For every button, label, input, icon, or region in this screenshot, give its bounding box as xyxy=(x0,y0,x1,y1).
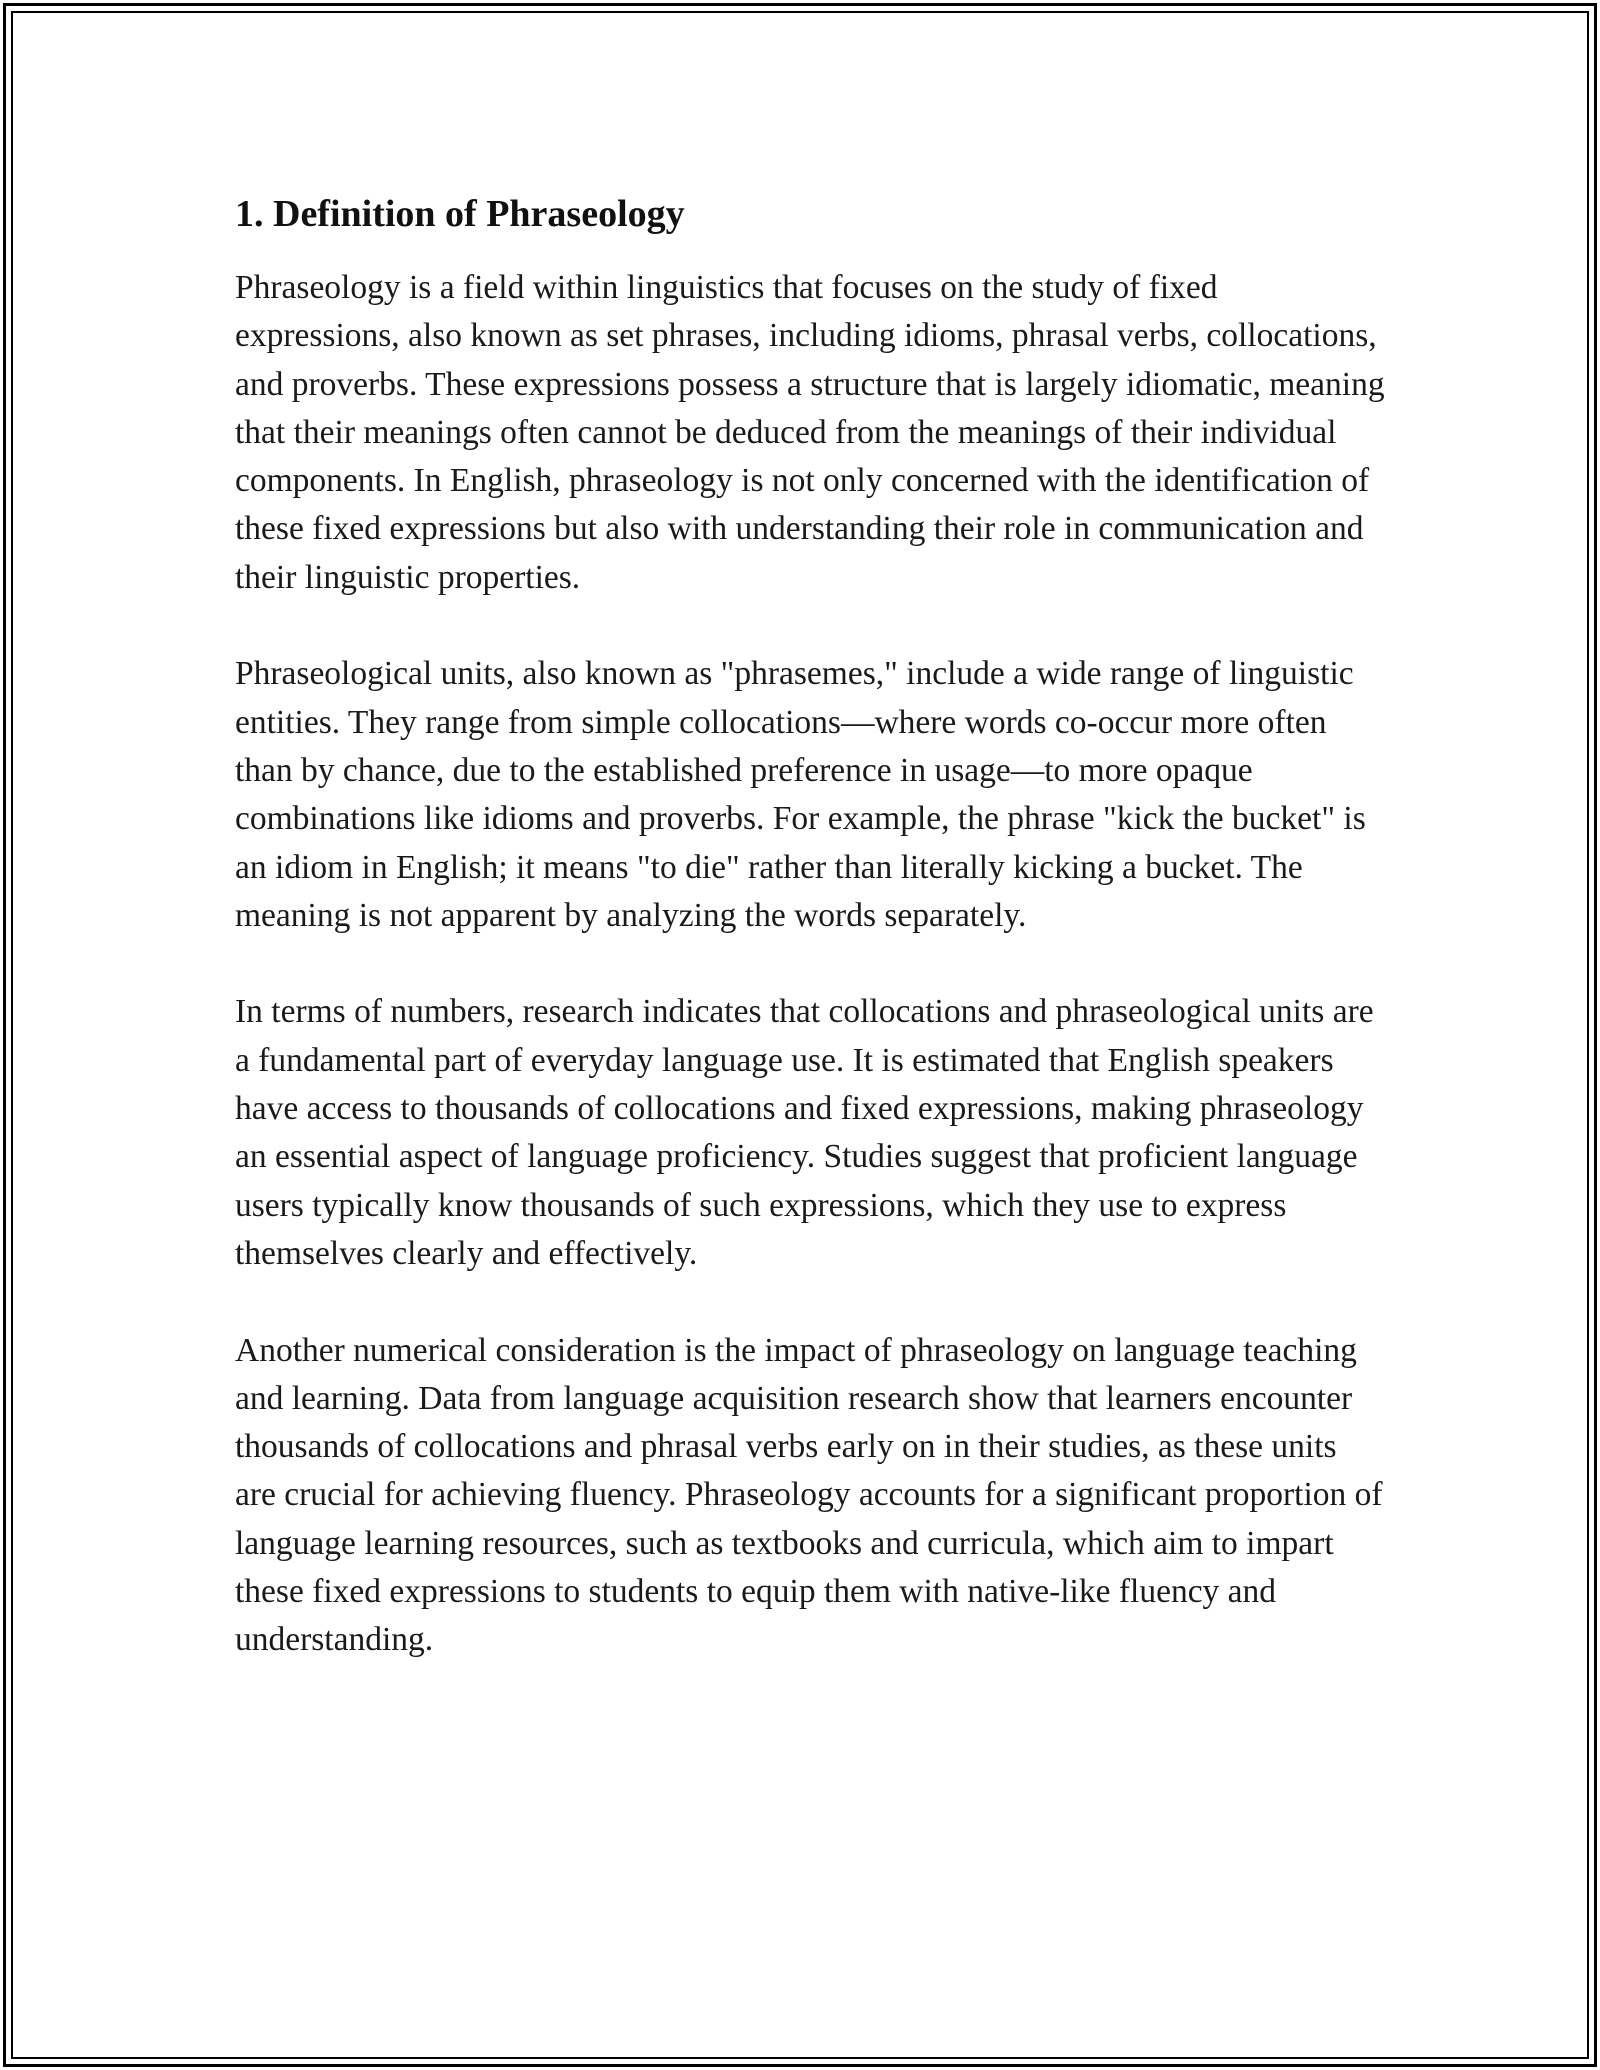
document-body xyxy=(235,188,1385,1713)
paragraph-teaching-learning: Another numerical consideration is the impact of phraseology on language teaching and learning. Data from language acquisition research show that learners encounter thousands of collocations and phrasal verbs early on in their studies, as these units are crucial for achieving fluency. Phraseology accounts for a significant proportion of language learning resources, such as textbooks and curricula, which aim to impart these fixed expressions to students to equip them with native-like fluency and understanding. xyxy=(235,1331,1383,1659)
paragraph-numbers: In terms of numbers, research indicates that collocations and phraseological units are a fundamental part of everyday language use. It is estimated that English speakers have access to thousands of collocations and fixed expressions, making phraseology an essential aspect of language proficiency. Studies suggest that proficient language users typically know thousands of such expressions, which they use to express themselves clearly and effectively. xyxy=(235,993,1374,1272)
section-heading: 1. Definition of Phraseology xyxy=(235,193,685,235)
paragraph-definition: Phraseology is a field within linguistics that focuses on the study of fixed expressions, also known as set phrases, including idioms, phrasal verbs, collocations, and proverbs. These expressions possess a structure that is largely idiomatic, meaning that their meanings often cannot be deduced from the meanings of their individual components. In English, phraseology is not only concerned with the identification of these fixed expressions but also with understanding their role in communication and their linguistic properties. xyxy=(235,269,1385,596)
paragraph-phraseological-units: Phraseological units, also known as "phrasemes," include a wide range of linguistic entities. They range from simple collocations—where words co-occur more often than by chance, due to the established preference in usage—to more opaque combinations like idioms and proverbs. For example, the phrase "kick the bucket" is an idiom in English; it means "to die" rather than literally kicking a bucket. The meaning is not apparent by analyzing the words separately. xyxy=(235,655,1366,934)
